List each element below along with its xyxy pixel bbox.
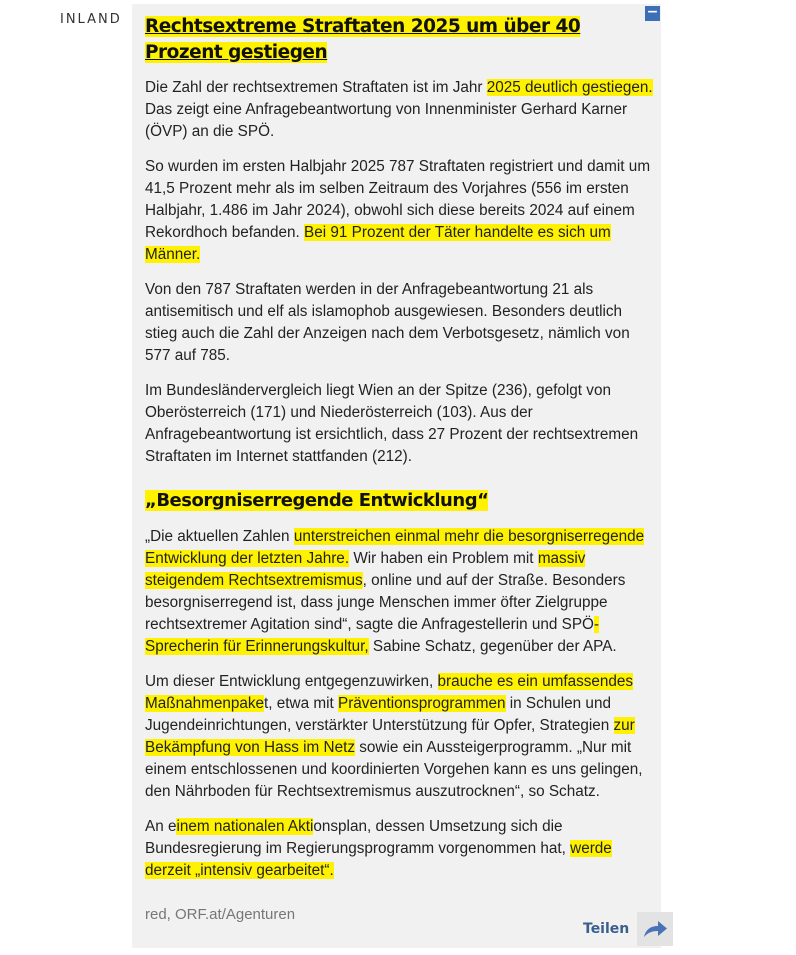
article-title bbox=[145, 14, 653, 66]
highlight: inem nationalen Akti bbox=[176, 818, 314, 835]
highlight: 2025 deutlich gestiegen. bbox=[486, 79, 653, 96]
paragraph-7 bbox=[145, 816, 653, 882]
text-run: Um dieser Entwicklung entgegenzuwirken, bbox=[145, 673, 438, 690]
article-subheading bbox=[145, 488, 653, 514]
text-run: Sabine Schatz, gegenüber der APA. bbox=[368, 638, 617, 655]
collapse-button[interactable]: − bbox=[646, 4, 659, 20]
text-run: „Die aktuellen Zahlen bbox=[145, 528, 294, 545]
text-run: An e bbox=[145, 818, 177, 835]
text-run: , online und auf der Straße. Besonders besorgniserregend ist, dass junge Menschen immer öfter Zielgruppe rechtsextremer Agitation sind“, sagte die Anfragestellerin und SPÖ bbox=[145, 572, 626, 633]
article-source: red, ORF.at/Agenturen bbox=[145, 906, 296, 923]
subheading-highlight: „Besorgniserregende Entwicklung“ bbox=[145, 490, 489, 511]
paragraph-6 bbox=[145, 671, 653, 803]
paragraph-4: Im Bundesländervergleich liegt Wien an der Spitze (236), gefolgt von Oberösterreich (171) und Niederösterreich (103). Aus der Anfragebeantwortung ist ersichtlich, dass 27 Prozent der rechtsextremen Straftaten im Internet stattfanden (212). bbox=[145, 382, 639, 465]
highlight: unterstreichen einmal mehr die besorgniserregende Entwicklung der letzten Jahre. bbox=[145, 528, 645, 567]
text-run: t, etwa mit bbox=[264, 695, 338, 712]
highlight: -Sprecherin für Erinnerungskultur, bbox=[145, 616, 600, 655]
highlight: Präventionsprogrammen bbox=[338, 695, 506, 712]
text-run: onsplan, dessen Umsetzung sich die Bundesregierung im Regierungsprogramm vorgenommen hat, bbox=[145, 818, 571, 857]
text-run: sowie ein Aussteigerprogramm. „Nur mit einem entschlossenen und koordinierten Vorgehen kann es uns gelingen, den Nährboden für Rechtsextremismus auszutrocknen“, so Schatz. bbox=[145, 739, 643, 800]
text-run: Wir haben ein Problem mit bbox=[349, 550, 538, 567]
text-run: So wurden im ersten Halbjahr 2025 787 Straftaten registriert und damit um 41,5 Prozent mehr als im selben Zeitraum des Vorjahres (556 im ersten Halbjahr, 1.486 im Jahr 2024), obwohl sich diese bereits 2024 auf einem Rekordhoch befanden. bbox=[145, 158, 651, 241]
text-run: in Schulen und Jugendeinrichtungen, verstärkter Unterstützung für Opfer, Strategien bbox=[145, 695, 614, 734]
highlight: Bei 91 Prozent der Täter handelte es sich um Männer. bbox=[145, 224, 611, 263]
paragraph-1 bbox=[145, 77, 653, 143]
share-button[interactable] bbox=[583, 912, 673, 946]
share-label[interactable]: Teilen bbox=[583, 921, 630, 937]
text-run: Die Zahl der rechtsextremen Straftaten ist im Jahr bbox=[145, 79, 487, 96]
highlight: massiv steigendem Rechtsextremismus bbox=[145, 550, 586, 589]
section-label: INLAND bbox=[60, 12, 122, 27]
text-run: Das zeigt eine Anfragebeantwortung von Innenminister Gerhard Karner (ÖVP) an die SPÖ. bbox=[145, 101, 628, 140]
paragraph-2 bbox=[145, 156, 653, 266]
title-highlight: Rechtsextreme Straftaten 2025 um über 40 Prozent gestiegen bbox=[145, 16, 581, 63]
highlight: zur Bekämpfung von Hass im Netz bbox=[145, 717, 635, 756]
paragraph-5 bbox=[145, 526, 653, 658]
share-arrow-icon[interactable] bbox=[637, 912, 673, 946]
paragraph-3: Von den 787 Straftaten werden in der Anfragebeantwortung 21 als antisemitisch und elf als islamophob ausgewiesen. Besonders deutlich stieg auch die Zahl der Anzeigen nach dem Verbotsgesetz, nämlich von 577 auf 785. bbox=[145, 281, 630, 364]
highlight: brauche es ein umfassendes Maßnahmenpake bbox=[145, 673, 634, 712]
article-body bbox=[145, 14, 653, 895]
highlight: werde derzeit „intensiv gearbeitet“. bbox=[145, 840, 612, 879]
